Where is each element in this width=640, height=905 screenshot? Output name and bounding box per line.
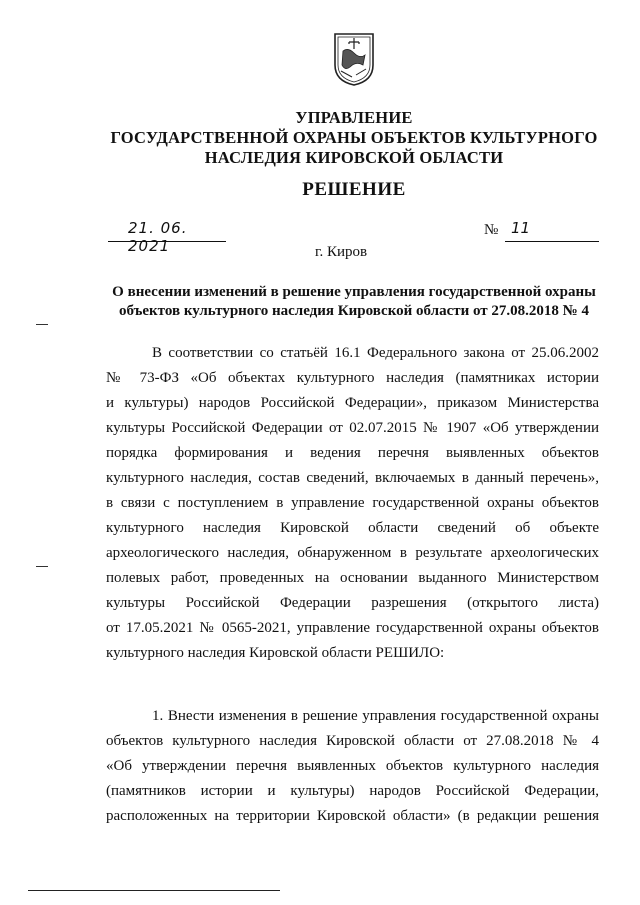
organization-name [100,108,608,168]
org-line-1: УПРАВЛЕНИЕ [295,108,413,127]
date-field [108,219,226,255]
text-line: 1. Внести изменения в решение управления государственной охраны [152,708,599,724]
text-line: объектов культурного наследия Кировской области от 27.08.2018 № 4 [106,733,599,749]
paragraph-preamble [106,341,599,666]
text-line: культурного наследия Кировской области РЕШИЛО: [106,645,445,661]
handwritten-date: 21. 06. 2021 [128,219,188,255]
city: г. Киров [315,244,368,260]
text-line: (памятников истории и культуры) народов Российской Федерации, [106,783,599,799]
text-line: культурного наследия Кировской области сведений об объекте [106,520,599,536]
subject-line-1: О внесении изменений в решение управления государственной охраны [112,284,596,300]
text-line: культуры Российской Федерации от 02.07.2015 № 1907 «Об утверждении [106,420,599,436]
subject-line-2: объектов культурного наследия Кировской области от 27.08.2018 № 4 [119,303,589,319]
text-line: культурного наследия, состав сведений, включаемых в данный перечень», [106,470,599,486]
document-subject [100,283,608,321]
text-line: и культуры) народов Российской Федерации», приказом Министерства [106,395,599,411]
margin-mark [36,566,48,567]
footer-rule [28,890,280,891]
text-line: В соответствии со статьёй 16.1 Федерального закона от 25.06.2002 [152,345,599,361]
margin-mark [36,324,48,325]
text-line: от 17.05.2021 № 0565-2021, управление государственной охраны объектов [106,620,599,636]
text-line: полевых работ, проведенных на основании выданного Министерством [106,570,599,586]
text-line: археологического наследия, обнаруженном в результате археологических [106,545,599,561]
document-type: РЕШЕНИЕ [302,179,406,200]
org-line-3: НАСЛЕДИЯ КИРОВСКОЙ ОБЛАСТИ [204,148,504,167]
text-line: «Об утверждении перечня выявленных объектов культурного наследия [106,758,599,774]
org-line-2: ГОСУДАРСТВЕННОЙ ОХРАНЫ ОБЪЕКТОВ КУЛЬТУРНОГО [110,128,598,147]
text-line: расположенных на территории Кировской области» (в редакции решения [106,808,599,824]
number-field [505,221,599,242]
paragraph-item-1 [106,704,599,829]
number-label: № [484,222,499,238]
text-line: порядка формирования и ведения перечня выявленных объектов [106,445,599,461]
handwritten-number: 11 [511,219,531,237]
text-line: культуры Российской Федерации разрешения (открытого листа) [106,595,599,611]
text-line: в связи с поступлением в управление государственной охраны объектов [106,495,599,511]
coat-of-arms-icon [332,31,376,87]
text-line: № 73-ФЗ «Об объектах культурного наследия (памятниках истории [106,370,599,386]
